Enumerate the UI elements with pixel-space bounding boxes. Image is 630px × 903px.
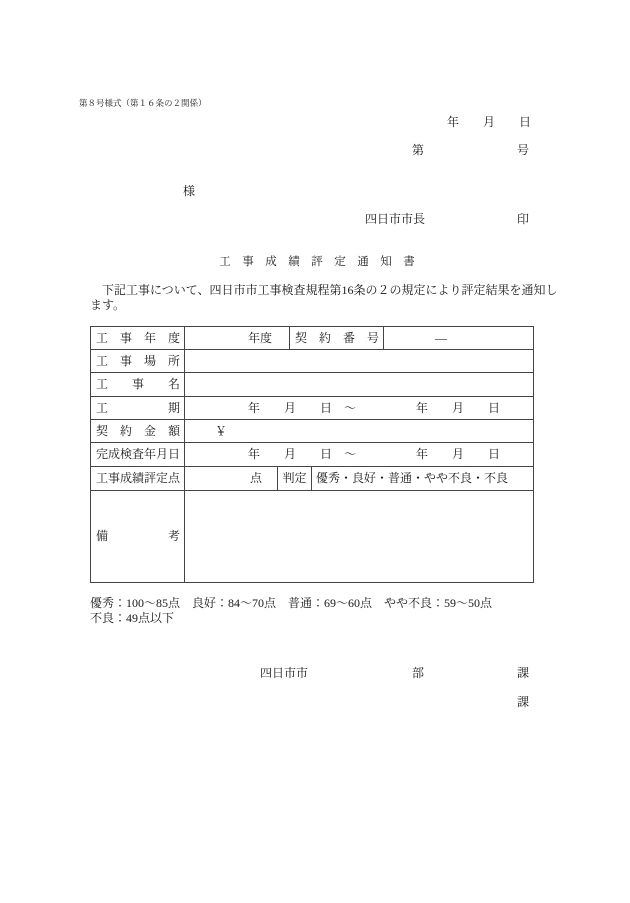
table-row-period <box>91 397 533 420</box>
footer-department-suffix: 部 <box>412 666 425 680</box>
period-value: 年 月 日 ～ 年 月 日 <box>248 401 501 415</box>
table-row-amount <box>91 420 533 443</box>
body-line-2: ます。 <box>90 298 126 312</box>
inspection-date-label: 完成検査年月日 <box>91 443 185 466</box>
footer-city: 四日市市 <box>260 666 309 680</box>
fiscal-year-label: 工 事 年 度 <box>91 327 185 349</box>
form-number: 第８号様式（第１６条の２関係） <box>79 98 207 108</box>
fiscal-year-value: 年度 <box>248 331 273 345</box>
contract-no-label: 契 約 番 号 <box>289 327 384 349</box>
issuer-name: 四日市市長 <box>365 212 426 226</box>
table-row-name <box>91 373 533 397</box>
table-row-fiscal-year <box>91 327 533 350</box>
remarks-label: 備 考 <box>91 491 185 582</box>
period-label: 工 期 <box>91 397 185 419</box>
issue-date: 年 月 日 <box>447 115 532 129</box>
document-title: 工 事 成 績 評 定 通 知 書 <box>219 256 415 268</box>
footer-section-suffix-second: 課 <box>517 695 530 709</box>
recipient-honorific: 様 <box>183 184 196 198</box>
judgment-options: 優秀・良好・普通・やや不良・不良 <box>316 471 509 485</box>
inspection-date-value: 年 月 日 ～ 年 月 日 <box>248 447 501 461</box>
project-name-label: 工 事 名 <box>91 373 185 396</box>
body-line-1: 下記工事について、四日市市工事検査規程第16条の２の規定により評定結果を通知し <box>90 283 558 297</box>
location-label: 工 事 場 所 <box>91 350 185 372</box>
table-row-location <box>91 350 533 373</box>
score-legend-line-2: 不良：49点以下 <box>90 611 175 625</box>
contract-no-value: ― <box>435 331 447 345</box>
table-row-score <box>91 467 533 491</box>
seal-mark: 印 <box>517 212 530 226</box>
evaluation-table <box>90 326 534 583</box>
footer-section-suffix: 課 <box>517 666 530 680</box>
amount-label: 契 約 金 額 <box>91 420 185 442</box>
judgment-label: 判定 <box>277 467 312 490</box>
table-row-inspection-date <box>91 443 533 467</box>
score-unit: 点 <box>250 471 263 485</box>
score-label: 工事成績評定点 <box>91 467 185 490</box>
amount-value: ￥ <box>215 424 228 438</box>
score-legend-line-1: 優秀：100～85点 良好：84～70点 普通：69～60点 やや不良：59～50点 <box>90 596 493 610</box>
table-row-remarks <box>91 491 533 582</box>
doc-number-suffix: 号 <box>517 143 530 157</box>
doc-number-prefix: 第 <box>412 143 425 157</box>
